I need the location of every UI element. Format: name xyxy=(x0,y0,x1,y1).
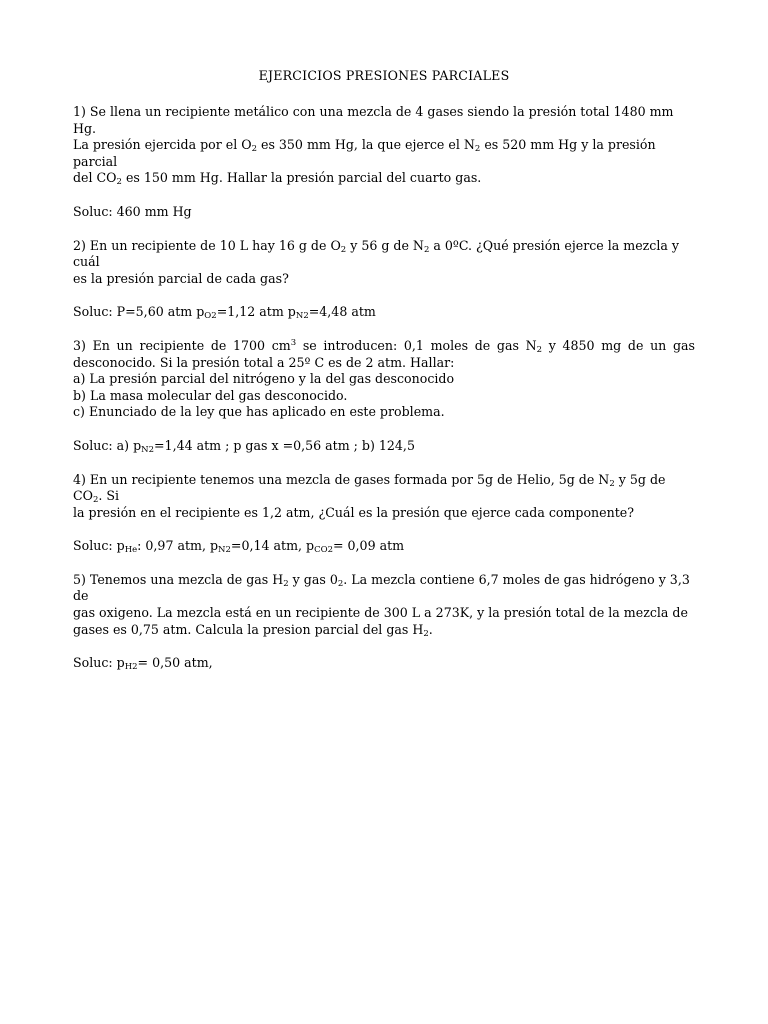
text: es 150 mm Hg. Hallar la presión parcial del cuarto gas. xyxy=(121,170,482,186)
text: . La mezcla contiene 6,7 moles de gas hidrógeno y 3,3 de xyxy=(73,571,690,604)
text: y 4850 mg de un gas xyxy=(542,337,695,353)
text: Soluc: a) p xyxy=(73,437,142,453)
subscript: 2 xyxy=(536,344,543,355)
text: La presión ejercida por el O xyxy=(73,137,252,153)
subscript: 2 xyxy=(116,177,122,188)
exercise-3-item-c: c) Enunciado de la ley que has aplicado en este problema. xyxy=(73,404,445,420)
exercise-list xyxy=(73,104,695,672)
text: del CO xyxy=(73,170,117,186)
text: a 0ºC. ¿Qué presión ejerce la mezcla y cuál xyxy=(73,237,680,270)
exercise-2-line-1 xyxy=(73,238,695,271)
exercise-2-line-2: es la presión parcial de cada gas? xyxy=(73,270,289,286)
text: : 0,97 atm, p xyxy=(137,538,219,554)
exercise-4 xyxy=(73,472,695,555)
superscript: 3 xyxy=(290,337,297,348)
exercise-3-solution xyxy=(73,438,695,455)
text: y 56 g de N xyxy=(346,237,424,253)
subscript: 2 xyxy=(283,578,289,589)
subscript: 2 xyxy=(340,244,347,255)
subscript: He xyxy=(124,545,138,556)
subscript: 2 xyxy=(474,144,481,155)
text: 1) Se llena un recipiente metálico con una mezcla de 4 gases siendo la presión total 1480 mm Hg. xyxy=(73,104,674,136)
text: y gas 0 xyxy=(288,571,338,587)
text: = 0,09 atm xyxy=(332,538,405,554)
exercise-4-line-2: la presión en el recipiente es 1,2 atm, ¿Cuál es la presión que ejerce cada componente? xyxy=(73,504,634,520)
subscript: 2 xyxy=(423,244,430,255)
exercise-2 xyxy=(73,238,695,321)
subscript: 2 xyxy=(337,578,344,589)
exercise-1 xyxy=(73,104,695,221)
text: =4,48 atm xyxy=(308,304,376,320)
exercise-5-line-1 xyxy=(73,572,695,605)
subscript: N2 xyxy=(141,444,154,455)
exercise-3-item-b: b) La masa molecular del gas desconocido. xyxy=(73,387,348,403)
exercise-5-line-2: gas oxigeno. La mezcla está en un recipiente de 300 L a 273K, y la presión total de la mezcla de xyxy=(73,605,688,621)
exercise-3-item-a: a) La presión parcial del nitrógeno y la del gas desconocido xyxy=(73,371,455,387)
text: se introducen: 0,1 moles de gas N xyxy=(296,337,537,353)
subscript: O2 xyxy=(204,311,217,322)
text: =1,12 atm p xyxy=(216,304,296,320)
exercise-1-line-1 xyxy=(73,104,695,137)
exercise-4-line-1 xyxy=(73,472,695,505)
text: Soluc: P=5,60 atm p xyxy=(73,304,205,320)
text: = 0,50 atm, xyxy=(137,655,213,671)
text: =0,14 atm, p xyxy=(230,538,315,554)
subscript: 2 xyxy=(423,628,429,639)
text: . xyxy=(428,621,433,637)
subscript: 2 xyxy=(251,144,257,155)
text: 4) En un recipiente tenemos una mezcla de gases formada por 5g de Helio, 5g de N xyxy=(73,471,610,487)
subscript: CO2 xyxy=(314,545,333,556)
text: es 520 mm Hg y la presión parcial xyxy=(73,137,656,169)
exercise-1-line-3 xyxy=(73,170,695,187)
exercise-5-line-3 xyxy=(73,622,695,639)
text: Soluc: p xyxy=(73,538,125,554)
text: 5) Tenemos una mezcla de gas H xyxy=(73,571,284,587)
exercise-3-line-2: desconocido. Si la presión total a 25º C es de 2 atm. Hallar: xyxy=(73,354,455,370)
text: y 5g de CO xyxy=(73,471,666,504)
page-title: EJERCICIOS PRESIONES PARCIALES xyxy=(258,68,510,83)
subscript: 2 xyxy=(609,478,615,489)
text: gases es 0,75 atm. Calcula la presion parcial del gas H xyxy=(73,621,424,637)
text: Soluc: p xyxy=(73,655,125,671)
exercise-1-line-2 xyxy=(73,137,695,170)
subscript: H2 xyxy=(124,662,138,673)
subscript: 2 xyxy=(92,495,99,506)
exercise-2-solution xyxy=(73,304,695,321)
exercise-5-solution xyxy=(73,655,695,672)
exercise-5 xyxy=(73,572,695,672)
text: =1,44 atm ; p gas x =0,56 atm ; b) 124,5 xyxy=(154,437,415,453)
subscript: N2 xyxy=(218,545,231,556)
exercise-3-line-1 xyxy=(73,338,695,355)
subscript: N2 xyxy=(295,311,309,322)
text: 3) En un recipiente de 1700 cm xyxy=(73,337,291,353)
text: 2) En un recipiente de 10 L hay 16 g de O xyxy=(73,237,341,253)
exercise-1-solution: Soluc: 460 mm Hg xyxy=(73,203,192,219)
text: es 350 mm Hg, la que ejerce el N xyxy=(256,137,475,153)
exercise-4-solution xyxy=(73,538,695,555)
exercise-3 xyxy=(73,338,695,455)
text: . Si xyxy=(98,488,120,504)
